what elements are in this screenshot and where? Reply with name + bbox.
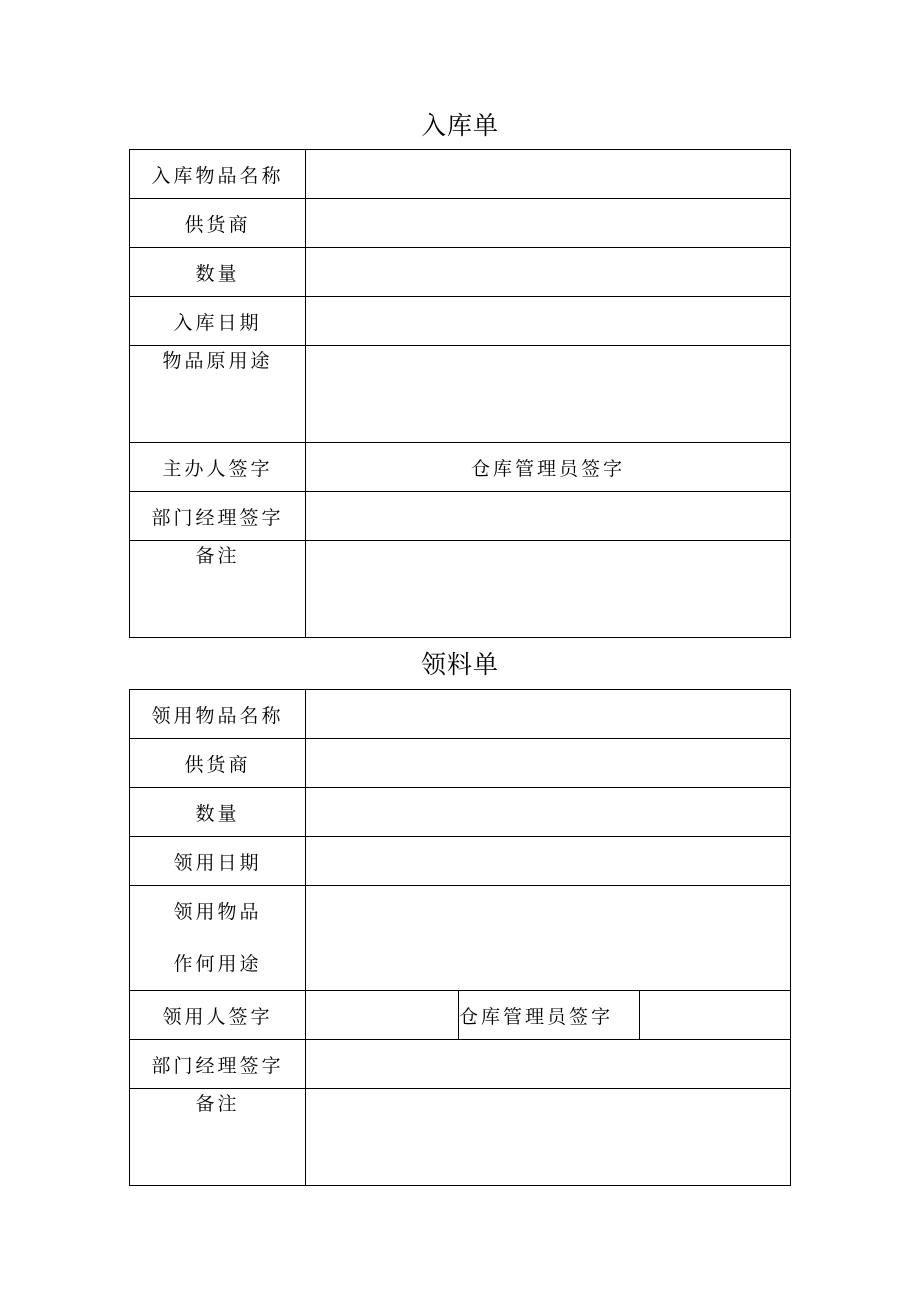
outbound-item-name-field[interactable] bbox=[306, 690, 791, 739]
outbound-row-quantity bbox=[130, 788, 791, 837]
outbound-manager-sign-field[interactable] bbox=[306, 1040, 791, 1089]
outbound-purpose-label bbox=[130, 886, 306, 991]
outbound-form-title: 领料单 bbox=[420, 650, 499, 679]
outbound-purpose-label-line2: 作何用途 bbox=[173, 953, 262, 975]
outbound-remarks-label: 备注 bbox=[130, 1089, 306, 1186]
outbound-manager-sign-label: 部门经理签字 bbox=[130, 1040, 306, 1089]
inbound-quantity-label: 数量 bbox=[130, 248, 306, 297]
outbound-receiver-sign-field[interactable] bbox=[306, 991, 459, 1040]
inbound-row-remarks bbox=[130, 541, 791, 638]
outbound-row-purpose bbox=[130, 886, 791, 991]
outbound-row-date bbox=[130, 837, 791, 886]
inbound-row-purpose bbox=[130, 346, 791, 443]
inbound-date-field[interactable] bbox=[306, 297, 791, 346]
inbound-warehouse-sign-label: 仓库管理员签字 bbox=[306, 443, 791, 492]
outbound-row-remarks bbox=[130, 1089, 791, 1186]
outbound-warehouse-sign-label: 仓库管理员签字 bbox=[459, 991, 640, 1040]
outbound-item-name-label: 领用物品名称 bbox=[130, 690, 306, 739]
inbound-date-label: 入库日期 bbox=[130, 297, 306, 346]
outbound-purpose-field[interactable] bbox=[306, 886, 791, 991]
inbound-row-signatures bbox=[130, 443, 791, 492]
outbound-supplier-field[interactable] bbox=[306, 739, 791, 788]
inbound-manager-sign-field[interactable] bbox=[306, 492, 791, 541]
inbound-row-item-name bbox=[130, 150, 791, 199]
outbound-remarks-field[interactable] bbox=[306, 1089, 791, 1186]
inbound-supplier-label: 供货商 bbox=[130, 199, 306, 248]
inbound-item-name-label: 入库物品名称 bbox=[130, 150, 306, 199]
inbound-manager-sign-label: 部门经理签字 bbox=[130, 492, 306, 541]
inbound-row-date bbox=[130, 297, 791, 346]
inbound-form-table bbox=[129, 149, 791, 638]
outbound-row-signatures bbox=[130, 991, 791, 1040]
inbound-remarks-field[interactable] bbox=[306, 541, 791, 638]
inbound-form-title: 入库单 bbox=[420, 111, 499, 140]
outbound-purpose-label-line1: 领用物品 bbox=[173, 901, 262, 923]
outbound-row-item-name bbox=[130, 690, 791, 739]
outbound-row-manager-sign bbox=[130, 1040, 791, 1089]
inbound-quantity-field[interactable] bbox=[306, 248, 791, 297]
inbound-supplier-field[interactable] bbox=[306, 199, 791, 248]
outbound-warehouse-sign-field[interactable] bbox=[640, 991, 791, 1040]
outbound-quantity-label: 数量 bbox=[130, 788, 306, 837]
outbound-supplier-label: 供货商 bbox=[130, 739, 306, 788]
outbound-receiver-sign-label: 领用人签字 bbox=[130, 991, 306, 1040]
outbound-date-label: 领用日期 bbox=[130, 837, 306, 886]
outbound-date-field[interactable] bbox=[306, 837, 791, 886]
outbound-form-table bbox=[129, 689, 791, 1186]
inbound-item-name-field[interactable] bbox=[306, 150, 791, 199]
inbound-row-supplier bbox=[130, 199, 791, 248]
outbound-quantity-field[interactable] bbox=[306, 788, 791, 837]
inbound-remarks-label: 备注 bbox=[130, 541, 306, 638]
inbound-purpose-field[interactable] bbox=[306, 346, 791, 443]
inbound-handler-sign-label: 主办人签字 bbox=[130, 443, 306, 492]
inbound-purpose-label: 物品原用途 bbox=[130, 346, 306, 443]
inbound-row-manager-sign bbox=[130, 492, 791, 541]
outbound-row-supplier bbox=[130, 739, 791, 788]
inbound-row-quantity bbox=[130, 248, 791, 297]
